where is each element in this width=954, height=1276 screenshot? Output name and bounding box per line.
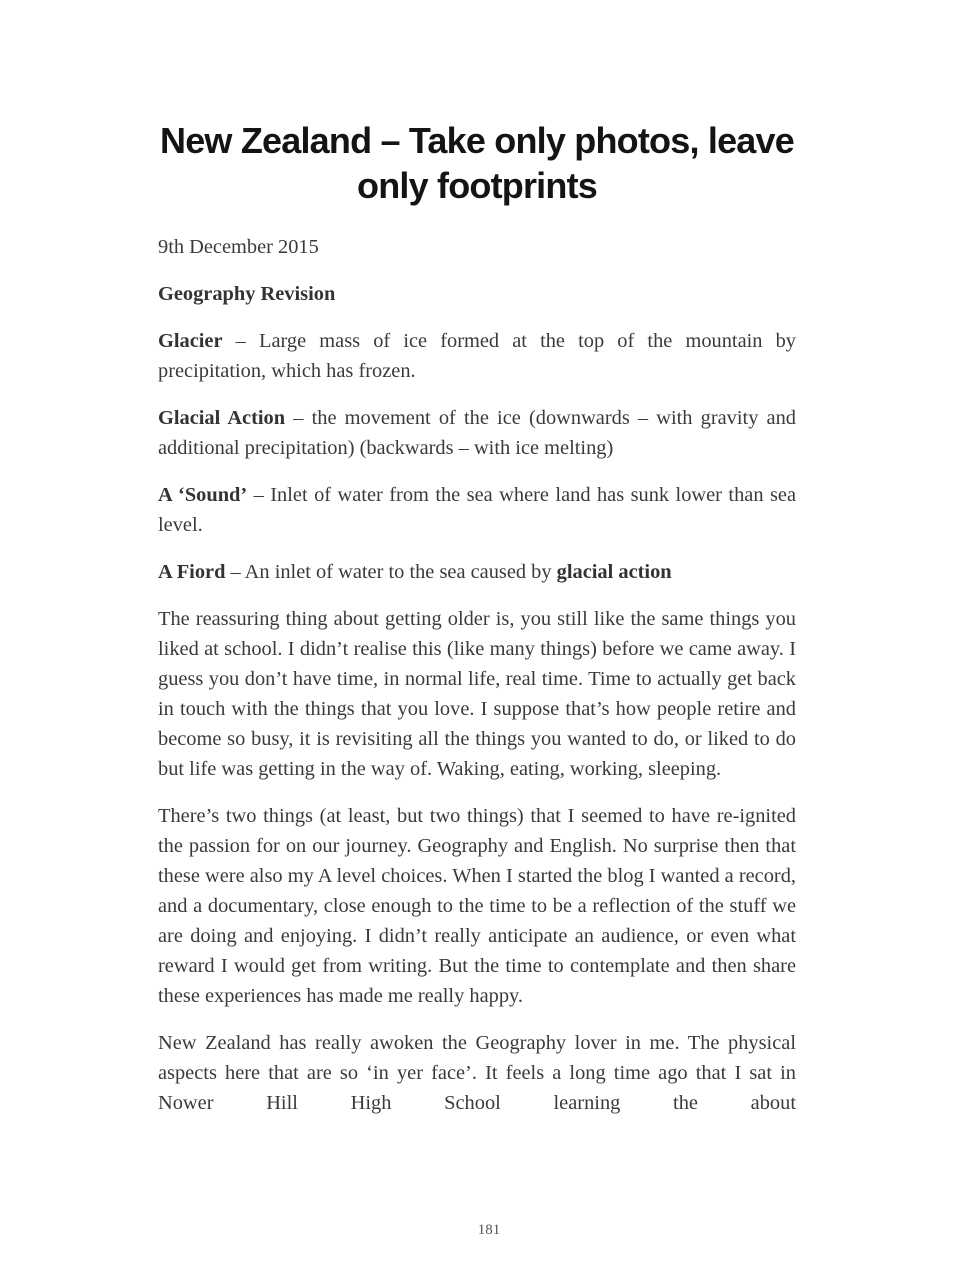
definition-emphasis: glacial action [556,561,672,583]
page-number: 181 [477,1222,501,1238]
entry-date: 9th December 2015 [158,236,319,258]
definition-text: – Large mass of ice formed at the top of the mountain by precipitation, which has frozen. [158,330,796,382]
body-paragraph: New Zealand has really awoken the Geography lover in me. The physical aspects here that are so ‘in yer face’. It feels a long time ago that I sat in Nower Hill High School learning the about [158,1032,796,1114]
page-title: New Zealand – Take only photos, leave only footprints [160,120,794,206]
definition-term: A ‘Sound’ [158,484,248,506]
definition-term: Glacier [158,330,223,352]
definition-glacier [158,326,796,386]
section-heading [158,279,796,309]
definition-fiord [158,557,796,587]
definition-text: – An inlet of water to the sea caused by [225,561,557,583]
definition-glacial-action [158,403,796,463]
body-paragraph: The reassuring thing about getting older is, you still like the same things you liked at school. I didn’t realise this (like many things) before we came away. I guess you don’t have time, in normal life, real time. Time to actually get back in touch with the things that you love. I suppose that’s how people retire and become so busy, it is revisiting all the things you wanted to do, or liked to do but life was getting in the way of. Waking, eating, working, sleeping. [158,608,796,780]
body-paragraph: There’s two things (at least, but two things) that I seemed to have re-ignited the passion for on our journey. Geography and English. No surprise then that these were also my A level choices. When I started the blog I wanted a record, and a documentary, close enough to the time to be a reflection of the stuff we are doing and enjoying. I didn’t really anticipate an audience, or even what reward I would get from writing. But the time to contemplate and then share these experiences has made me really happy. [158,805,796,1007]
document-body [158,232,796,1135]
section-heading-text: Geography Revision [158,283,336,305]
definition-term: A Fiord [158,561,226,583]
definition-sound [158,480,796,540]
definition-term: Glacial Action [158,407,286,429]
definition-text: – Inlet of water from the sea where land has sunk lower than sea level. [158,484,796,536]
definition-text: – the movement of the ice (downwards – with gravity and additional precipitation) (backwards – with ice melting) [158,407,796,459]
